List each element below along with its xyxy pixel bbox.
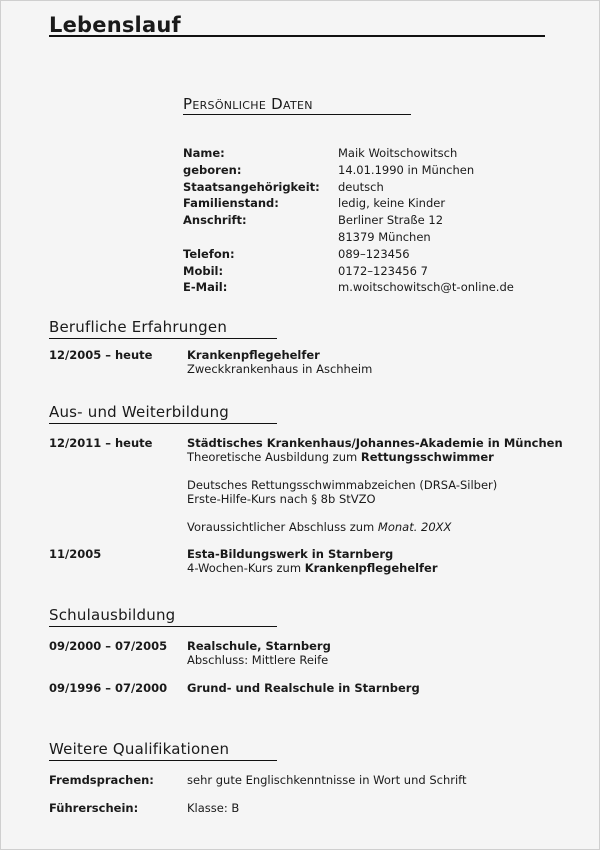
qualification-value: Klasse: B [187,801,240,815]
personal-value: Maik Woitschowitsch [338,146,458,160]
title-underline [49,35,545,37]
qualifications-underline [49,760,277,761]
entry-body [187,436,563,534]
entry-title: Krankenpflegehelfer [187,348,320,362]
personal-row-address-city [183,229,514,246]
entry-line-text: 4-Wochen-Kurs zum [187,561,305,575]
qualification-value: sehr gute Englischkenntnisse in Wort und Schrift [187,773,467,787]
entry-line: Abschluss: Mittlere Reife [187,653,329,667]
entry-body [187,348,372,376]
entry-date: 11/2005 [49,547,102,561]
qualification-label: Führerschein: [49,801,139,815]
school-entry [49,681,420,695]
entry-line: Deutsches Rettungsschwimmabzeichen (DRSA-Silber) [187,478,498,492]
personal-data-underline [183,114,411,115]
entry-title: Grund- und Realschule in Starnberg [187,681,420,695]
personal-value: ledig, keine Kinder [338,196,446,211]
entry-title: Realschule, Starnberg [187,639,331,653]
email-link[interactable]: m.woitschowitsch@t-online.de [338,280,514,295]
entry-body [187,639,331,667]
personal-label: E-Mail: [183,280,228,295]
entry-line [187,561,438,575]
personal-row-name [183,145,514,162]
school-underline [49,626,277,627]
qualification-row-languages [49,773,467,787]
entry-line-italic: Monat. 20XX [377,520,452,534]
qualification-label: Fremdsprachen: [49,773,154,787]
qualification-row-license [49,801,239,815]
school-entry [49,639,331,667]
personal-label: geboren: [183,162,242,177]
personal-label: Mobil: [183,263,224,278]
education-heading: Aus- und Weiterbildung [49,403,230,421]
personal-value: Berliner Straße 12 [338,213,444,228]
entry-body [187,547,438,575]
personal-row-address [183,212,514,229]
qualifications-heading: Weitere Qualifikationen [49,740,230,758]
entry-line-emphasis: Rettungsschwimmer [360,450,494,464]
entry-date: 12/2011 – heute [49,436,153,450]
entry-line: Erste-Hilfe-Kurs nach § 8b StVZO [187,492,376,506]
personal-label [183,229,338,246]
personal-data-table [183,145,514,296]
personal-value: 14.01.1990 in München [338,162,475,177]
entry-line-text: Voraussichtlicher Abschluss zum [187,520,378,534]
spacer [187,464,563,478]
entry-date: 12/2005 – heute [49,348,153,362]
document-title: Lebenslauf [49,13,181,37]
personal-value: 81379 München [338,229,431,244]
personal-row-email [183,279,514,296]
personal-row-birth [183,162,514,179]
entry-title: Städtisches Krankenhaus/Johannes-Akademie in München [187,436,563,450]
entry-body [187,681,420,695]
personal-label: Anschrift: [183,213,247,228]
personal-value: 0172–123456 7 [338,263,428,278]
personal-data-heading: Persönliche Daten [183,95,313,113]
entry-date: 09/1996 – 07/2000 [49,681,168,695]
experience-heading: Berufliche Erfahrungen [49,318,228,336]
entry-line [187,520,563,534]
personal-row-mobile [183,263,514,280]
personal-value: deutsch [338,179,384,194]
entry-line: Zweckkrankenhaus in Aschheim [187,362,373,376]
personal-label: Name: [183,146,225,160]
experience-entry [49,348,372,376]
entry-line-text: Theoretische Ausbildung zum [187,450,361,464]
personal-row-nationality [183,179,514,196]
entry-date: 09/2000 – 07/2005 [49,639,168,653]
personal-row-phone [183,246,514,263]
education-entry [49,436,563,534]
education-underline [49,423,277,424]
school-heading: Schulausbildung [49,606,176,624]
entry-line-emphasis: Krankenpflegehelfer [304,561,438,575]
personal-value: 089–123456 [338,246,410,261]
education-entry [49,547,438,575]
entry-title: Esta-Bildungswerk in Starnberg [187,547,394,561]
personal-label: Telefon: [183,246,235,261]
personal-row-marital [183,195,514,212]
experience-underline [49,338,277,339]
personal-label: Staatsangehörigkeit: [183,179,320,194]
entry-line [187,450,563,464]
personal-label: Familienstand: [183,196,279,211]
spacer [187,506,563,520]
